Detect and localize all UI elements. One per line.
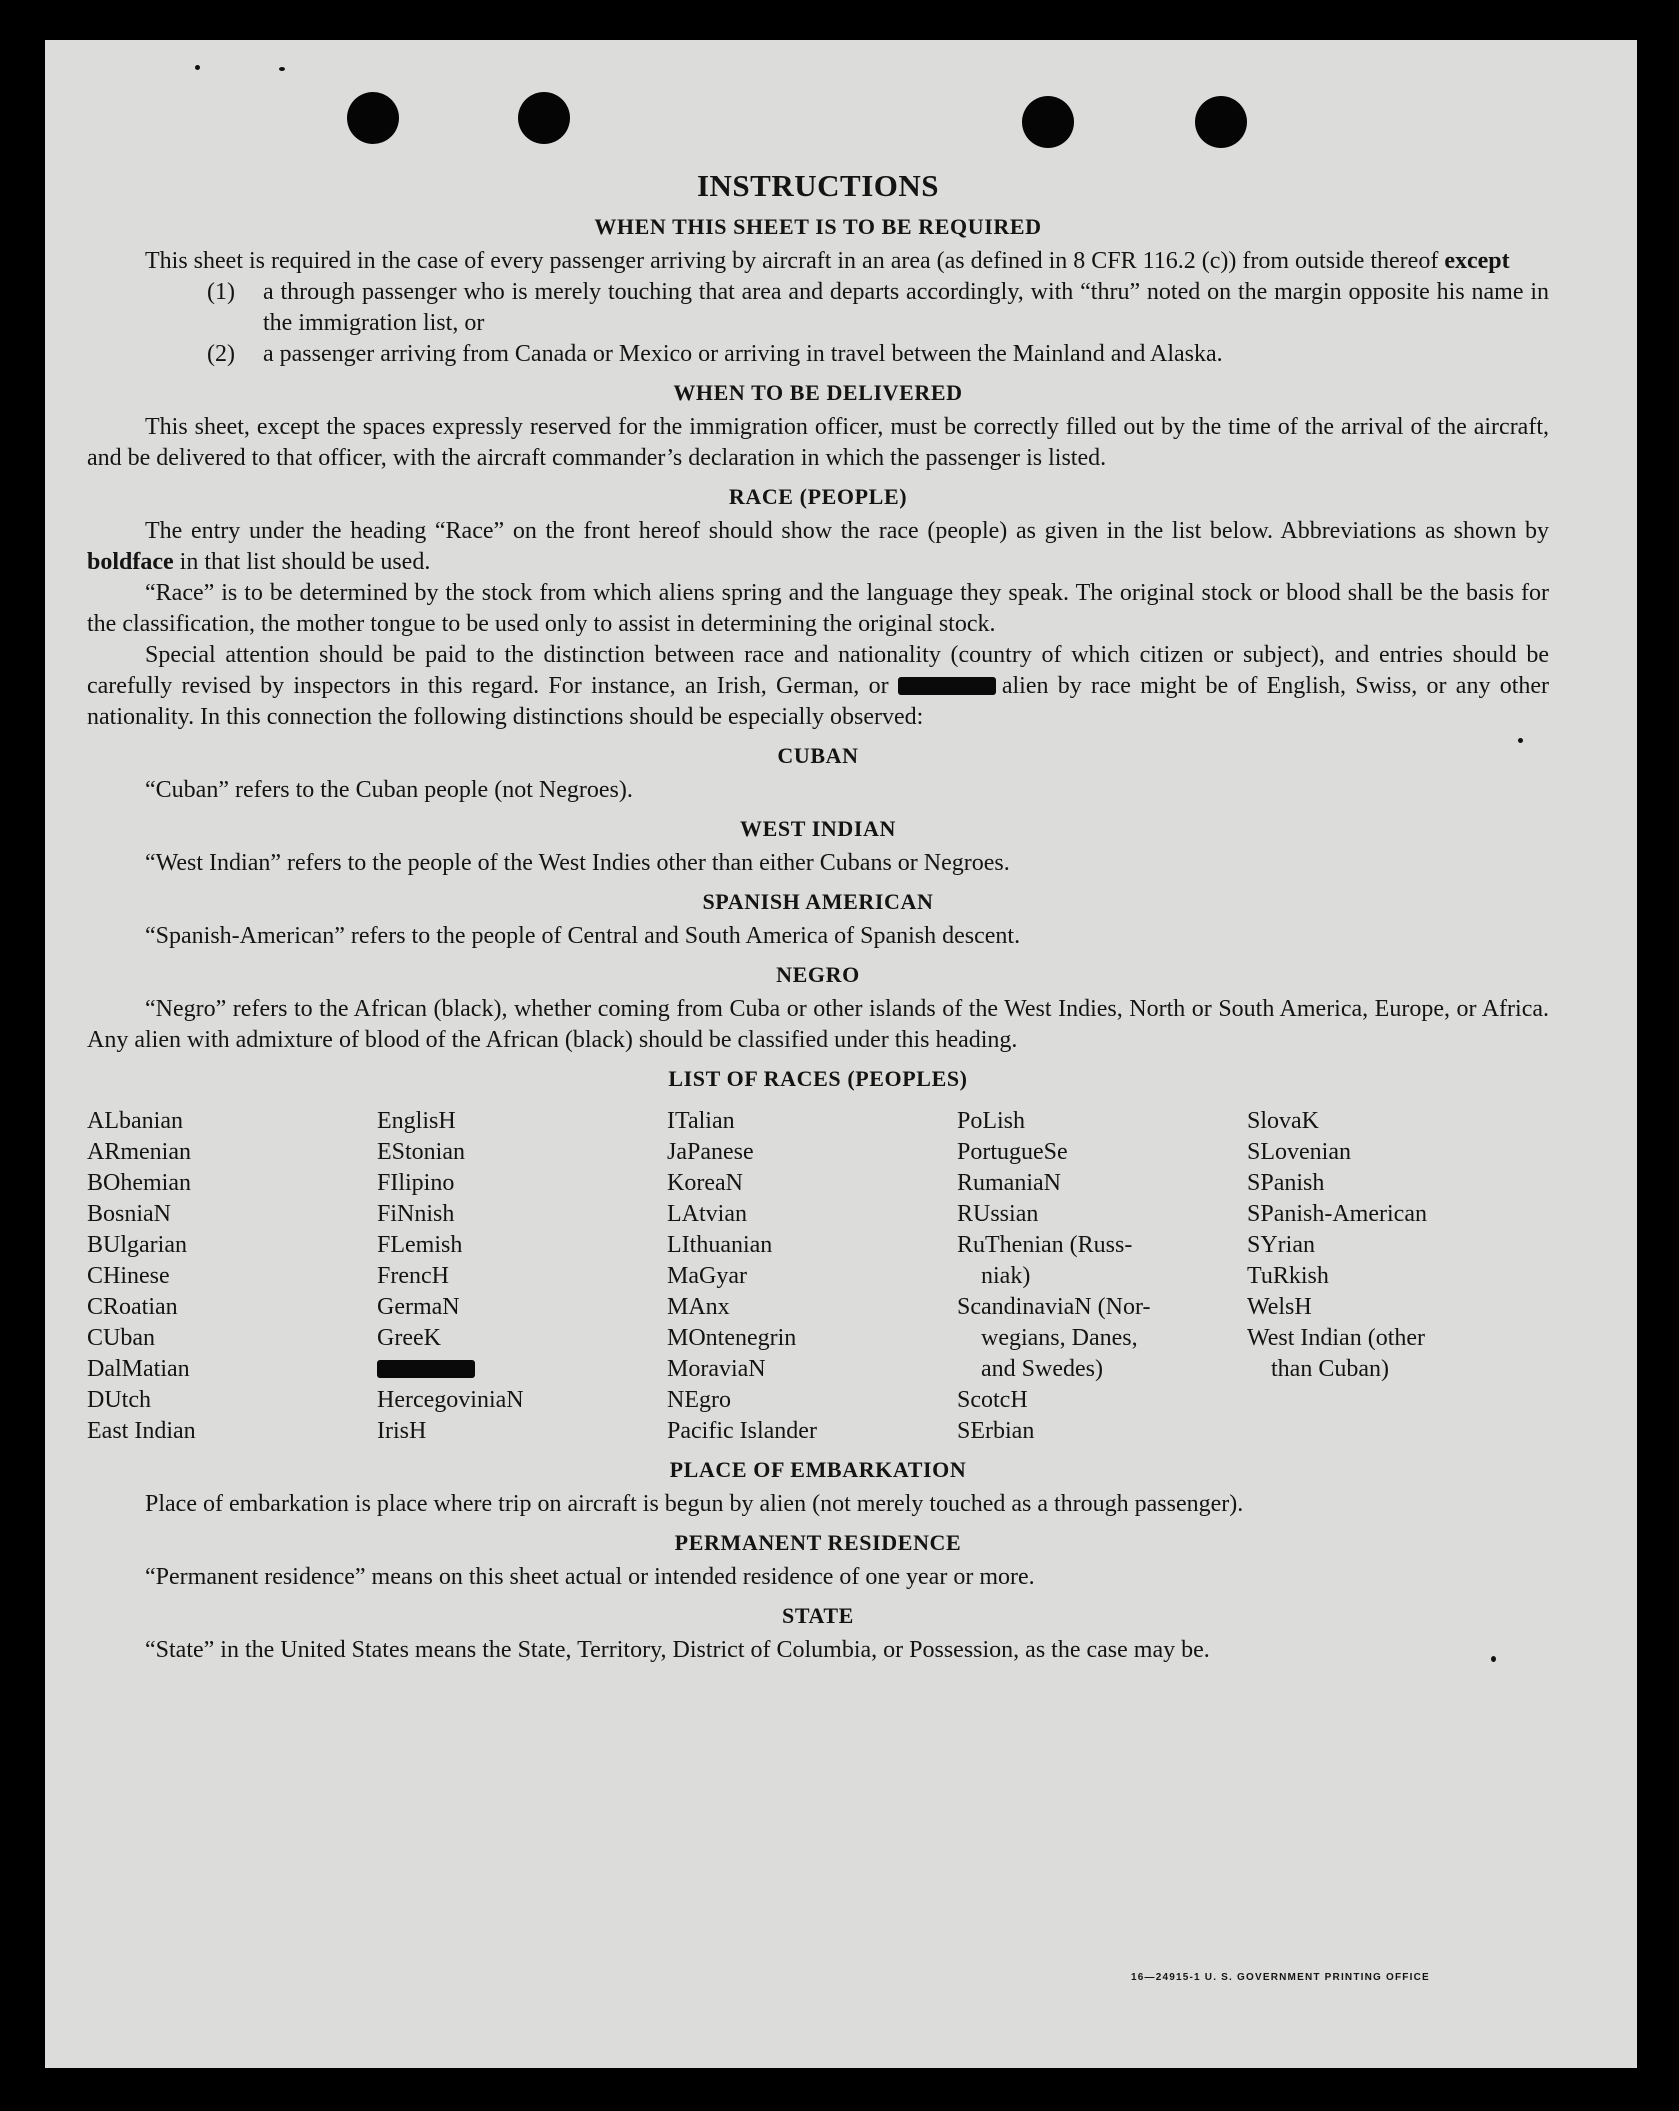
race-entry: ALbanian (87, 1108, 183, 1134)
west-indian-text: “West Indian” refers to the people of the West Indies other than either Cubans or Negroes. (145, 850, 1010, 876)
race-entry: IrisH (377, 1418, 427, 1444)
race-entry: East Indian (87, 1418, 196, 1444)
race-entry: SPanish (1247, 1170, 1325, 1196)
residence-text: “Permanent residence” means on this sheet actual or intended residence of one year or more. (145, 1564, 1035, 1590)
race-entry: DUtch (87, 1387, 151, 1413)
state-text: “State” in the United States means the State, Territory, District of Columbia, or Possession, as the case may be. (145, 1637, 1210, 1663)
race-entry-redacted (377, 1354, 667, 1385)
redaction-mark (898, 677, 996, 695)
race-entry: FrencH (377, 1263, 449, 1289)
race-entry: CUban (87, 1325, 155, 1351)
race-entry: LAtvian (667, 1201, 747, 1227)
section-heading-residence: PERMANENT RESIDENCE (674, 1530, 962, 1555)
section-heading-delivered: WHEN TO BE DELIVERED (673, 380, 963, 405)
printer-footer: 16—24915-1 U. S. GOVERNMENT PRINTING OFFICE (1131, 1972, 1430, 1983)
race-entry: FIlipino (377, 1170, 455, 1196)
section-heading-cuban: CUBAN (777, 743, 859, 768)
punch-hole (1195, 96, 1247, 148)
ink-speck (279, 67, 285, 71)
item-number: (2) (207, 341, 235, 367)
race-entry-continued: than Cuban) (1271, 1356, 1389, 1382)
race-entry: CRoatian (87, 1294, 178, 1320)
required-intro-bold: except (1444, 248, 1510, 274)
page-title: INSTRUCTIONS (696, 168, 939, 203)
punch-hole (1022, 96, 1074, 148)
races-column (87, 1106, 377, 1447)
required-intro: This sheet is required in the case of every passenger arriving by aircraft in an area (as defined in 8 CFR 116.2 (c)) from outside thereof except (145, 248, 1510, 274)
races-column (377, 1106, 667, 1447)
negro-text: “Negro” refers to the African (black), whether coming from Cuba or other islands of the West Indies, North or South America, Europe, or Africa. Any alien with admixture of blood of the African (black) should be classified under this heading. (87, 996, 1549, 1053)
required-item (207, 277, 1549, 339)
required-item (207, 339, 1549, 370)
race-entry: SlovaK (1247, 1108, 1319, 1134)
race-paragraph-3: Special attention should be paid to the distinction between race and nationality (country of which citizen or subject), and entries should be carefully revised by inspectors in this regard. For instance, an Irish, German, or alien by race might be of English, Swiss, or any other nationality. In this connection the following distinctions should be especially observed: (87, 642, 1550, 730)
race-entry: MOntenegrin (667, 1325, 797, 1351)
boldface-word: boldface (87, 549, 174, 575)
race-entry: WelsH (1247, 1294, 1312, 1320)
race-entry: PortugueSe (957, 1139, 1068, 1165)
section-heading-negro: NEGRO (776, 962, 860, 987)
race-entry-continued: wegians, Danes, (981, 1325, 1138, 1351)
race-entry: SPanish-American (1247, 1201, 1427, 1227)
race-entry: Pacific Islander (667, 1418, 817, 1444)
race-entry: FiNnish (377, 1201, 455, 1227)
race-entry: MaGyar (667, 1263, 747, 1289)
race-entry: ITalian (667, 1108, 735, 1134)
race-entry: MoraviaN (667, 1356, 766, 1382)
race-entry: GermaN (377, 1294, 460, 1320)
race-entry: GreeK (377, 1325, 441, 1351)
race-entry-continued: niak) (981, 1263, 1031, 1289)
race-entry: DalMatian (87, 1356, 190, 1382)
race-entry: RuThenian (Russ- (957, 1232, 1133, 1258)
race-entry: FLemish (377, 1232, 463, 1258)
ink-speck (195, 65, 200, 70)
punch-hole (518, 92, 570, 144)
race-entry: ScandinaviaN (Nor- (957, 1294, 1151, 1320)
race-entry-continued: and Swedes) (981, 1356, 1103, 1382)
punch-hole (347, 92, 399, 144)
race-entry: SErbian (957, 1418, 1035, 1444)
race-entry: PoLish (957, 1108, 1026, 1134)
section-heading-embarkation: PLACE OF EMBARKATION (669, 1457, 967, 1482)
instructions-body (87, 168, 1549, 1666)
race-entry: SYrian (1247, 1232, 1315, 1258)
race-entry: West Indian (other (1247, 1325, 1426, 1351)
section-heading-west-indian: WEST INDIAN (740, 816, 896, 841)
item-text: a passenger arriving from Canada or Mexico or arriving in travel between the Mainland and Alaska. (263, 341, 1223, 367)
delivered-text: This sheet, except the spaces expressly reserved for the immigration officer, must be correctly filled out by the time of the arrival of the aircraft, and be delivered to that officer, with the aircraft commander’s declaration in which the passenger is listed. (87, 414, 1549, 471)
section-heading-race: RACE (PEOPLE) (728, 484, 908, 509)
races-column (1247, 1106, 1549, 1447)
item-number: (1) (207, 279, 235, 305)
race-paragraph-1: The entry under the heading “Race” on the front hereof should show the race (people) as given in the list below. Abbreviations as shown by boldface in that list should be used. (87, 518, 1549, 575)
item-text: a through passenger who is merely touching that area and departs accordingly, with “thru” noted on the margin opposite his name in the immigration list, or (263, 279, 1549, 336)
redaction-mark (377, 1360, 475, 1378)
race-entry: KoreaN (667, 1170, 743, 1196)
race-entry: NEgro (667, 1387, 731, 1413)
race-entry: MAnx (667, 1294, 730, 1320)
section-heading-spanish-american: SPANISH AMERICAN (702, 889, 934, 914)
race-entry: ScotcH (957, 1387, 1028, 1413)
race-entry: RumaniaN (957, 1170, 1061, 1196)
race-entry: SLovenian (1247, 1139, 1351, 1165)
races-column (667, 1106, 957, 1447)
race-entry: EStonian (377, 1139, 465, 1165)
cuban-text: “Cuban” refers to the Cuban people (not Negroes). (145, 777, 633, 803)
race-entry: LIthuanian (667, 1232, 773, 1258)
race-entry: BosniaN (87, 1201, 171, 1227)
race-paragraph-2: “Race” is to be determined by the stock from which aliens spring and the language they speak. The original stock or blood shall be the basis for the classification, the mother tongue to be used only to assist in determining the original stock. (87, 580, 1549, 637)
race-entry: CHinese (87, 1263, 170, 1289)
races-list (87, 1106, 1549, 1447)
section-heading-state: STATE (782, 1603, 854, 1628)
section-heading-required: WHEN THIS SHEET IS TO BE REQUIRED (594, 214, 1042, 239)
race-entry: ARmenian (87, 1139, 191, 1165)
race-entry: HercegoviniaN (377, 1387, 524, 1413)
races-column (957, 1106, 1247, 1447)
spanish-american-text: “Spanish-American” refers to the people of Central and South America of Spanish descent. (145, 923, 1021, 949)
section-heading-races-list: LIST OF RACES (PEOPLES) (668, 1066, 968, 1091)
document-sheet (45, 40, 1637, 2068)
race-entry: BOhemian (87, 1170, 191, 1196)
embarkation-text: Place of embarkation is place where trip on aircraft is begun by alien (not merely touched as a through passenger). (145, 1491, 1244, 1517)
race-entry: EnglisH (377, 1108, 456, 1134)
race-entry: BUlgarian (87, 1232, 187, 1258)
race-entry: RUssian (957, 1201, 1039, 1227)
race-entry: TuRkish (1247, 1263, 1329, 1289)
race-entry: JaPanese (667, 1139, 754, 1165)
